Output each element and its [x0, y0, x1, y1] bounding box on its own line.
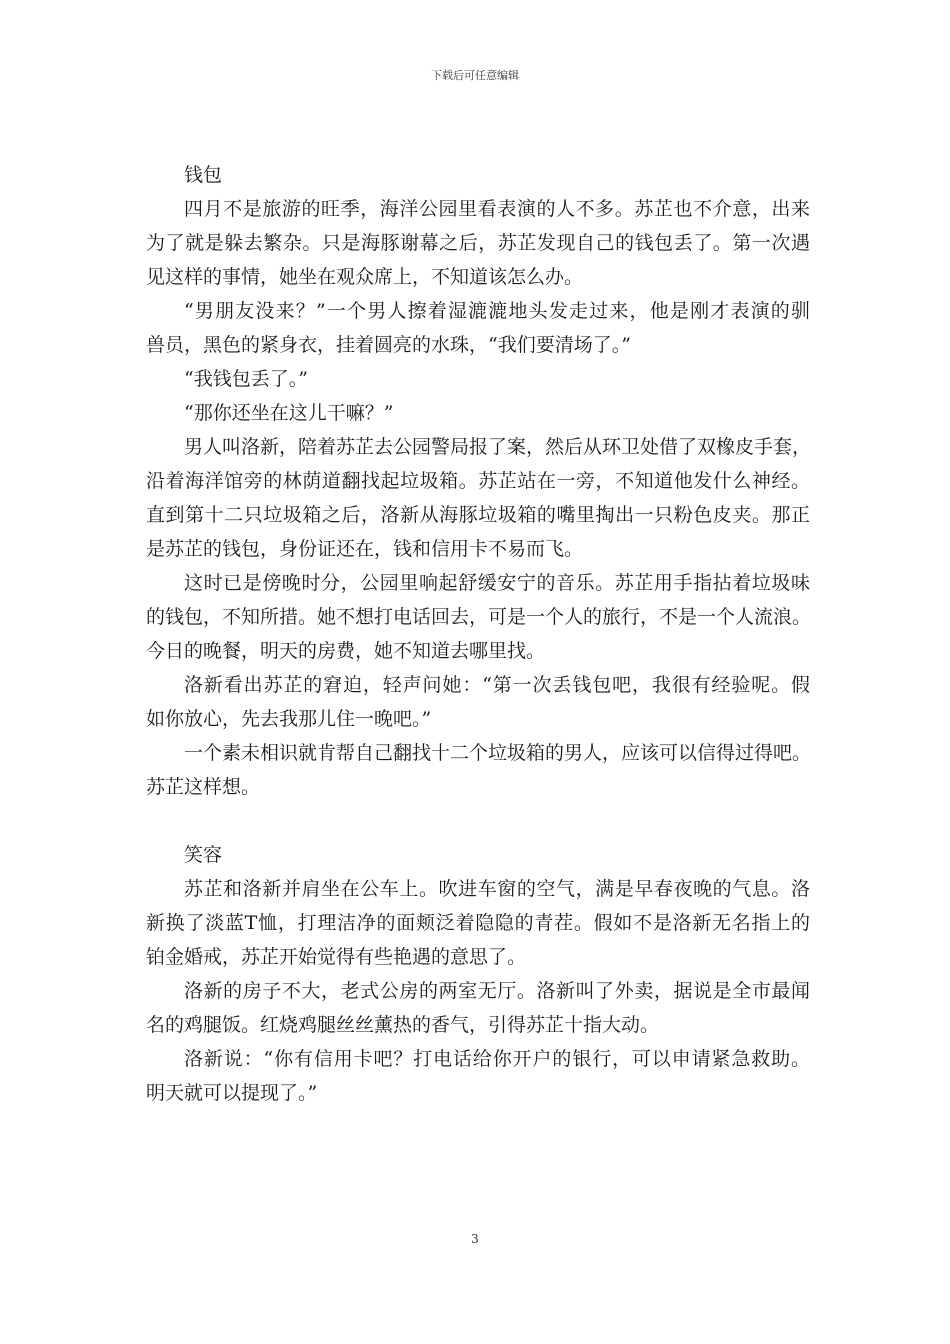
paragraph	[146, 362, 810, 396]
text-line: “男朋友没来？”一个男人擦着湿漉漉地头发走过来，他是刚才表演的驯	[184, 300, 810, 322]
paragraph	[146, 872, 810, 974]
document-body	[146, 158, 810, 1110]
paragraph	[146, 430, 810, 566]
text-line: 明天就可以提现了。”	[146, 1082, 318, 1104]
text-line: “我钱包丢了。”	[184, 368, 308, 390]
page-number: 3	[471, 1232, 479, 1246]
text-line: 男人叫洛新，陪着苏芷去公园警局报了案，然后从环卫处借了双橡皮手套，	[184, 436, 812, 458]
text-line: 见这样的事情，她坐在观众席上，不知道该怎么办。	[146, 266, 584, 288]
text-line: 是苏芷的钱包，身份证还在，钱和信用卡不易而飞。	[146, 538, 584, 560]
page-header: 下载后可任意编辑	[431, 69, 519, 82]
text-line: 苏芷这样想。	[146, 776, 261, 798]
text-line: 洛新的房子不大，老式公房的两室无厅。洛新叫了外卖，据说是全市最闻	[184, 980, 810, 1002]
text-line: 的钱包，不知所措。她不想打电话回去，可是一个人的旅行，不是一个人流浪。	[146, 606, 812, 628]
section-title: 钱包	[184, 164, 223, 186]
text-line: 为了就是躲去繁杂。只是海豚谢幕之后，苏芷发现自己的钱包丢了。第一次遇	[146, 232, 810, 254]
text-line: 如你放心，先去我那儿住一晚吧。”	[146, 708, 432, 730]
text-line: 直到第十二只垃圾箱之后，洛新从海豚垃圾箱的嘴里掏出一只粉色皮夹。那正	[146, 504, 810, 526]
text-line: 兽员，黑色的紧身衣，挂着圆亮的水珠，“我们要清场了。”	[146, 334, 631, 356]
text-line: 洛新看出苏芷的窘迫，轻声问她：“第一次丢钱包吧，我很有经验呢。假	[184, 674, 810, 696]
paragraph	[146, 974, 810, 1042]
text-line: 苏芷和洛新并肩坐在公车上。吹进车窗的空气，满是早春夜晚的气息。洛	[184, 878, 810, 900]
text-line: “那你还坐在这儿干嘛？”	[184, 402, 394, 424]
section-title: 笑容	[184, 844, 223, 866]
text-line: 洛新说：“你有信用卡吧？打电话给你开户的银行，可以申请紧急救助。	[184, 1048, 810, 1070]
paragraph	[146, 566, 810, 668]
text-line: 名的鸡腿饭。红烧鸡腿丝丝薰热的香气，引得苏芷十指大动。	[146, 1014, 660, 1036]
text-line: 今日的晚餐，明天的房费，她不知道去哪里找。	[146, 640, 546, 662]
paragraph	[146, 668, 810, 736]
paragraph	[146, 1042, 810, 1110]
text-line: 这时已是傍晚时分，公园里响起舒缓安宁的音乐。苏芷用手指拈着垃圾味	[184, 572, 810, 594]
paragraph	[146, 294, 810, 362]
text-line: 铂金婚戒，苏芷开始觉得有些艳遇的意思了。	[146, 946, 527, 968]
text-line: 四月不是旅游的旺季，海洋公园里看表演的人不多。苏芷也不介意，出来	[184, 198, 810, 220]
paragraph	[146, 736, 810, 804]
paragraph	[146, 396, 810, 430]
paragraph	[146, 192, 810, 294]
section-gap	[146, 804, 810, 838]
text-line: 一个素未相识就肯帮自己翻找十二个垃圾箱的男人，应该可以信得过得吧。	[184, 742, 812, 764]
text-line: 沿着海洋馆旁的林荫道翻找起垃圾箱。苏芷站在一旁，不知道他发什么神经。	[146, 470, 810, 492]
text-line: 新换了淡蓝T恤，打理洁净的面颊泛着隐隐的青茬。假如不是洛新无名指上的	[146, 912, 810, 934]
